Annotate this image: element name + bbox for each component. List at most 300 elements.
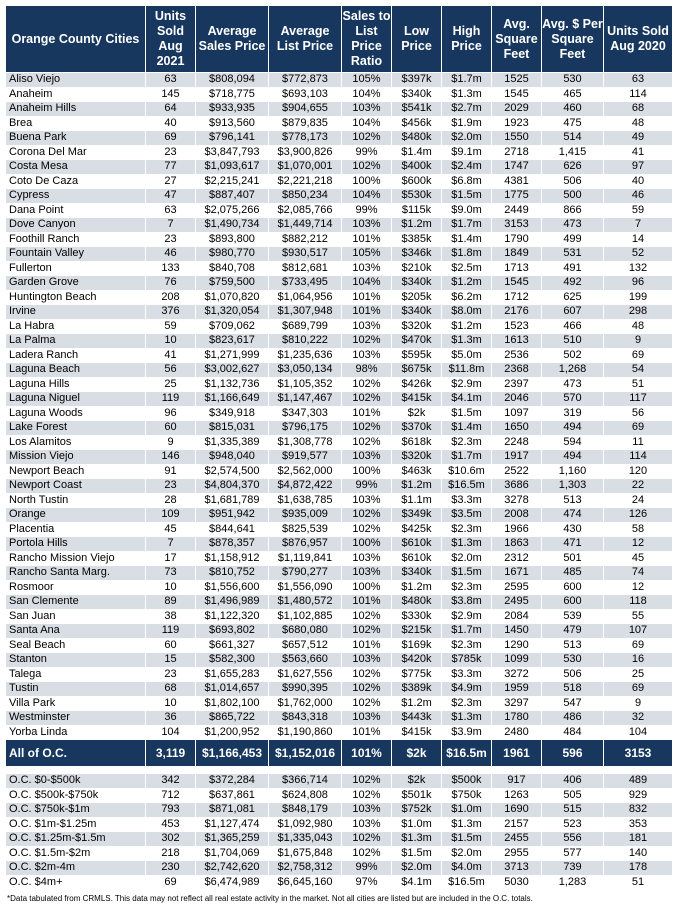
row-value: $372,284 [196,774,269,789]
row-value: 102% [342,696,392,711]
row-value: 1961 [492,740,542,767]
row-value: 45 [604,551,673,566]
row-value: $2.0m [442,846,492,861]
row-value: $790,277 [269,566,342,581]
row-value: $689,799 [269,319,342,334]
row-value: 102% [342,624,392,639]
row-label: Cypress [6,189,146,204]
row-value: 12 [604,537,673,552]
row-value: 501 [542,551,604,566]
row-value: 178 [604,861,673,876]
row-value: 626 [542,160,604,175]
row-value: 510 [542,334,604,349]
row-value: 712 [146,788,196,803]
row-label: Anaheim Hills [6,102,146,117]
row-value: 41 [604,145,673,160]
city-row [6,580,673,595]
row-label: Seal Beach [6,638,146,653]
row-value: 102% [342,667,392,682]
row-value: 27 [146,174,196,189]
row-label: Stanton [6,653,146,668]
row-value: $1.3m [392,832,442,847]
row-value: 353 [604,817,673,832]
row-value: 99% [342,861,392,876]
row-value: 103% [342,566,392,581]
row-value: 1650 [492,421,542,436]
row-value: 2368 [492,363,542,378]
row-label: Westminster [6,711,146,726]
row-value: 73 [146,566,196,581]
row-value: $1,122,320 [196,609,269,624]
row-value: $340k [392,305,442,320]
city-row [6,87,673,102]
row-value: $2.0m [442,551,492,566]
row-value: 103% [342,803,392,818]
city-row [6,160,673,175]
row-value: $1,105,352 [269,377,342,392]
row-value: 36 [146,711,196,726]
row-value: 99% [342,145,392,160]
row-value: $16.5m [442,740,492,767]
row-value: $1,190,860 [269,725,342,740]
row-value: $1.7m [442,73,492,88]
row-value: 465 [542,87,604,102]
row-value: 98% [342,363,392,378]
row-value: 917 [492,774,542,789]
row-value: 556 [542,832,604,847]
row-value: $2.9m [442,609,492,624]
row-value: $1,556,600 [196,580,269,595]
row-value: $3,002,627 [196,363,269,378]
city-row [6,377,673,392]
row-label: Villa Park [6,696,146,711]
row-label: Aliso Viejo [6,73,146,88]
row-value: 146 [146,450,196,465]
row-value: $733,495 [269,276,342,291]
row-value: 102% [342,508,392,523]
row-value: 101% [342,595,392,610]
row-label: O.C. $4m+ [6,875,146,890]
row-value: $709,062 [196,319,269,334]
row-value: 3686 [492,479,542,494]
row-value: 10 [146,334,196,349]
row-value: $1,132,736 [196,377,269,392]
row-label: San Juan [6,609,146,624]
city-row [6,725,673,740]
row-value: 302 [146,832,196,847]
city-row [6,653,673,668]
row-value: $1,675,848 [269,846,342,861]
row-value: $1,490,734 [196,218,269,233]
row-value: 739 [542,861,604,876]
row-value: 1849 [492,247,542,262]
header-cell: Avg. Square Feet [492,6,542,73]
row-value: $2.7m [442,102,492,117]
row-value: 513 [542,493,604,508]
row-value: $4.9m [442,682,492,697]
row-value: $1,307,948 [269,305,342,320]
row-value: $2,562,000 [269,464,342,479]
row-value: 2522 [492,464,542,479]
row-value: 69 [604,421,673,436]
price-range-row [6,788,673,803]
row-value: $397k [392,73,442,88]
city-row [6,421,673,436]
row-value: 2455 [492,832,542,847]
city-row [6,334,673,349]
row-value: $1,014,657 [196,682,269,697]
row-value: 471 [542,537,604,552]
row-value: 102% [342,832,392,847]
row-value: 1,303 [542,479,604,494]
row-value: $480k [392,131,442,146]
row-value: 25 [604,667,673,682]
row-label: La Habra [6,319,146,334]
row-label: Newport Coast [6,479,146,494]
row-value: 2397 [492,377,542,392]
row-value: 145 [146,87,196,102]
row-value: 494 [542,450,604,465]
row-value: $563,660 [269,653,342,668]
row-value: $1.5m [442,832,492,847]
row-value: 1,160 [542,464,604,479]
row-value: 38 [146,609,196,624]
row-value: $1.1m [392,493,442,508]
row-value: $796,175 [269,421,342,436]
row-value: $1.7m [442,624,492,639]
row-value: 1917 [492,450,542,465]
row-value: 3272 [492,667,542,682]
row-value: 518 [542,682,604,697]
row-value: $210k [392,261,442,276]
row-value: 577 [542,846,604,861]
row-value: 539 [542,609,604,624]
city-row [6,290,673,305]
header-cell: Average Sales Price [196,6,269,73]
row-value: 102% [342,682,392,697]
row-value: $812,681 [269,261,342,276]
city-row [6,174,673,189]
row-value: 102% [342,522,392,537]
row-value: $951,942 [196,508,269,523]
row-value: 3153 [492,218,542,233]
city-row [6,392,673,407]
row-value: 2955 [492,846,542,861]
row-value: $366,714 [269,774,342,789]
row-value: $1.3m [442,711,492,726]
city-row [6,348,673,363]
row-label: Rosmoor [6,580,146,595]
row-value: 102% [342,377,392,392]
row-value: 100% [342,537,392,552]
row-value: 105% [342,73,392,88]
row-value: $904,655 [269,102,342,117]
row-value: $3.9m [442,725,492,740]
row-value: 486 [542,711,604,726]
row-value: 1,283 [542,875,604,890]
row-value: 89 [146,595,196,610]
row-value: $1,158,912 [196,551,269,566]
row-value: $675k [392,363,442,378]
row-value: 505 [542,788,604,803]
city-row [6,450,673,465]
row-value: 114 [604,450,673,465]
row-value: $980,770 [196,247,269,262]
row-value: 119 [146,392,196,407]
row-value: $530k [392,189,442,204]
city-row [6,609,673,624]
row-value: 103% [342,653,392,668]
price-range-row [6,817,673,832]
row-value: 102% [342,609,392,624]
row-value: 68 [146,682,196,697]
row-value: $2k [392,406,442,421]
row-label: O.C. $2m-4m [6,861,146,876]
row-value: 466 [542,319,604,334]
row-value: $2k [392,740,442,767]
row-value: $2.0m [442,131,492,146]
row-value: 494 [542,421,604,436]
row-label: Tustin [6,682,146,697]
row-value: $785k [442,653,492,668]
row-value: 2029 [492,102,542,117]
row-value: $693,802 [196,624,269,639]
row-value: $1,102,885 [269,609,342,624]
row-value: 298 [604,305,673,320]
row-value: 506 [542,174,604,189]
city-row [6,711,673,726]
row-value: $1.2m [442,276,492,291]
row-value: $778,173 [269,131,342,146]
city-row [6,276,673,291]
row-value: 23 [146,232,196,247]
row-value: $850,234 [269,189,342,204]
row-value: $843,318 [269,711,342,726]
row-value: 69 [604,348,673,363]
row-value: 7 [604,218,673,233]
row-value: $2,574,500 [196,464,269,479]
row-value: 104% [342,189,392,204]
city-row [6,305,673,320]
row-label: Dana Point [6,203,146,218]
row-value: $810,222 [269,334,342,349]
row-value: $1,235,636 [269,348,342,363]
row-value: 63 [604,73,673,88]
row-value: 14 [604,232,673,247]
row-value: 17 [146,551,196,566]
row-value: $169k [392,638,442,653]
row-value: 117 [604,392,673,407]
row-value: $775k [392,667,442,682]
row-value: 103% [342,711,392,726]
row-value: $2.3m [442,580,492,595]
row-value: $9.1m [442,145,492,160]
row-value: $3,900,826 [269,145,342,160]
city-row [6,218,673,233]
row-value: 132 [604,261,673,276]
row-value: $1,638,785 [269,493,342,508]
row-value: $470k [392,334,442,349]
row-value: 102% [342,131,392,146]
row-value: 547 [542,696,604,711]
row-value: 2449 [492,203,542,218]
row-value: 69 [146,875,196,890]
city-row [6,522,673,537]
row-value: $930,517 [269,247,342,262]
row-value: $693,103 [269,87,342,102]
row-value: $882,212 [269,232,342,247]
row-value: 1747 [492,160,542,175]
row-value: $1.2m [392,479,442,494]
row-value: 2495 [492,595,542,610]
row-value: 54 [604,363,673,378]
row-value: $5.0m [442,348,492,363]
row-value: 514 [542,131,604,146]
row-value: 1545 [492,87,542,102]
row-value: $1,802,100 [196,696,269,711]
row-value: $1,335,043 [269,832,342,847]
row-value: 46 [146,247,196,262]
row-value: 59 [604,203,673,218]
row-value: $825,539 [269,522,342,537]
row-value: $415k [392,392,442,407]
row-value: $1,762,000 [269,696,342,711]
city-row [6,261,673,276]
row-value: $750k [442,788,492,803]
row-value: 484 [542,725,604,740]
row-value: $4.0m [442,861,492,876]
row-value: $948,040 [196,450,269,465]
row-value: $480k [392,595,442,610]
row-value: 101% [342,725,392,740]
row-label: Newport Beach [6,464,146,479]
city-row [6,566,673,581]
row-value: $759,500 [196,276,269,291]
row-label: Laguna Hills [6,377,146,392]
row-value: $1.0m [392,817,442,832]
row-value: 119 [146,624,196,639]
row-value: 56 [146,363,196,378]
row-value: $541k [392,102,442,117]
row-value: $320k [392,450,442,465]
row-value: $1.2m [392,696,442,711]
row-value: 218 [146,846,196,861]
row-value: $610k [392,537,442,552]
row-value: $2.4m [442,160,492,175]
row-value: 100% [342,580,392,595]
row-value: 2008 [492,508,542,523]
row-value: 105% [342,247,392,262]
row-value: 376 [146,305,196,320]
row-value: $1.3m [442,817,492,832]
row-value: 51 [604,377,673,392]
row-value: $340k [392,566,442,581]
row-value: 102% [342,392,392,407]
row-value: $8.0m [442,305,492,320]
row-value: 56 [604,406,673,421]
row-value: 107 [604,624,673,639]
city-row [6,247,673,262]
header-cell: Units Sold Aug 2021 [146,6,196,73]
row-label: Los Alamitos [6,435,146,450]
row-value: $1,480,572 [269,595,342,610]
row-value: 102% [342,435,392,450]
row-value: 104% [342,116,392,131]
row-value: 52 [604,247,673,262]
row-value: $2,742,620 [196,861,269,876]
row-value: $456k [392,116,442,131]
row-value: $848,179 [269,803,342,818]
row-value: 23 [146,145,196,160]
row-value: $426k [392,377,442,392]
row-value: $1,147,467 [269,392,342,407]
row-value: $2k [392,774,442,789]
row-value: 342 [146,774,196,789]
row-value: $1,655,283 [196,667,269,682]
row-value: 97% [342,875,392,890]
row-value: 625 [542,290,604,305]
price-range-row [6,832,673,847]
row-value: 74 [604,566,673,581]
row-value: 7 [146,537,196,552]
row-value: $1,166,649 [196,392,269,407]
row-value: 2157 [492,817,542,832]
row-value: 475 [542,116,604,131]
row-value: $349,918 [196,406,269,421]
row-value: $1.5m [442,406,492,421]
row-value: 101% [342,740,392,767]
row-value: 1690 [492,803,542,818]
row-value: $1.7m [442,450,492,465]
row-value: $16.5m [442,875,492,890]
row-value: $1.7m [442,218,492,233]
row-label: Yorba Linda [6,725,146,740]
header-cell: High Price [442,6,492,73]
row-value: $2.3m [442,696,492,711]
row-value: $3.3m [442,667,492,682]
row-label: Talega [6,667,146,682]
row-value: 208 [146,290,196,305]
row-value: 531 [542,247,604,262]
row-value: 513 [542,638,604,653]
row-value: 1613 [492,334,542,349]
row-label: Rancho Santa Marg. [6,566,146,581]
row-value: $810,752 [196,566,269,581]
row-value: $2,758,312 [269,861,342,876]
row-value: $637,861 [196,788,269,803]
row-value: 96 [146,406,196,421]
row-value: 492 [542,276,604,291]
table-body [6,73,673,890]
header-cell: Low Price [392,6,442,73]
row-value: 55 [604,609,673,624]
row-value: 64 [146,102,196,117]
row-value: $4,872,422 [269,479,342,494]
row-value: $346k [392,247,442,262]
row-value: $11.8m [442,363,492,378]
row-value: 16 [604,653,673,668]
row-value: 500 [542,189,604,204]
row-value: 114 [604,87,673,102]
row-value: $1,704,069 [196,846,269,861]
row-value: 1775 [492,189,542,204]
city-row [6,624,673,639]
city-row [6,73,673,88]
row-value: 103% [342,450,392,465]
row-value: $1.3m [442,334,492,349]
city-row [6,696,673,711]
row-label: Laguna Woods [6,406,146,421]
